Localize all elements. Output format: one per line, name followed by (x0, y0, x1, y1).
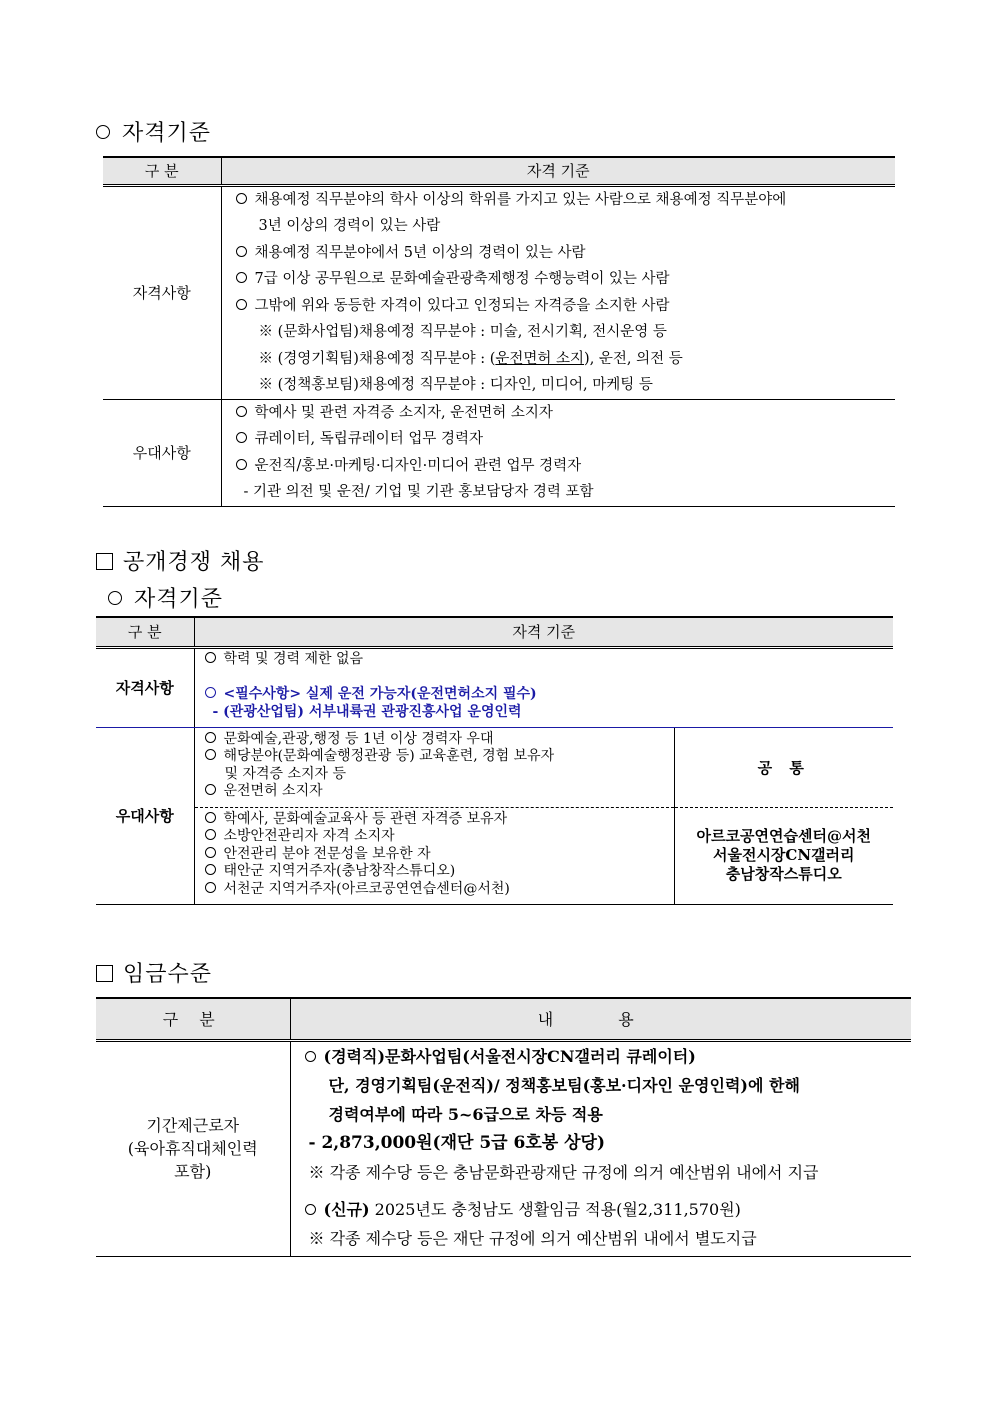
table-header-criteria: 자격 기준 (221, 157, 895, 185)
qualification-lines (194, 647, 893, 727)
row-label-qualification: 자격사항 (96, 647, 194, 727)
list-item: 소방안전관리자 자격 소지자 (205, 828, 674, 846)
qualification-table-1 (103, 156, 895, 507)
list-item: 3년 이상의 경력이 있는 사람 (258, 218, 441, 234)
bullet-icon (236, 193, 247, 204)
circle-bullet-icon (108, 591, 122, 605)
note-item: ※ 각종 제수당 등은 충남문화관광재단 규정에 의거 예산범위 내에서 지급 (308, 1162, 819, 1182)
table-header-category: 구 분 (96, 998, 290, 1040)
bullet-icon (236, 459, 247, 470)
common-preference-lines (194, 727, 674, 807)
row-label-qualification: 자격사항 (103, 185, 221, 399)
list-item: 문화예술,관광,행정 등 1년 이상 경력자 우대 (205, 731, 674, 749)
square-bullet-icon (96, 553, 113, 570)
bullet-icon (236, 432, 247, 443)
list-item: 단, 경영기획팀(운전직)/ 정책홍보팀(홍보·디자인 운영인력)에 한해 (328, 1075, 800, 1095)
bullet-icon (205, 784, 216, 795)
bullet-icon (205, 732, 216, 743)
bullet-icon (236, 299, 247, 310)
bullet-icon (236, 272, 247, 283)
place-name: 충남창작스튜디오 (725, 865, 842, 883)
bullet-icon (205, 687, 216, 698)
list-item: 그밖에 위와 동등한 자격이 있다고 인정되는 자격증을 소지한 사람 (236, 293, 896, 320)
list-item: 서천군 지역거주자(아르코공연연습센터@서천) (205, 881, 674, 899)
table-header-content: 내 용 (290, 998, 911, 1040)
row-label-contract-worker: 기간제근로자 (육아휴직대체인력 포함) (96, 1040, 290, 1256)
place-name: 서울전시장CN갤러리 (712, 846, 855, 864)
bullet-icon (205, 652, 216, 663)
salary-amount: - 2,873,000원(재단 5급 6호봉 상당) (308, 1132, 605, 1153)
list-item: 큐레이터, 독립큐레이터 업무 경력자 (236, 426, 896, 453)
list-item: - 기관 의전 및 운전/ 기업 및 기관 홍보담당자 경력 포함 (243, 484, 594, 500)
bullet-icon (236, 406, 247, 417)
table-header-category: 구 분 (103, 157, 221, 185)
list-item: 채용예정 직무분야의 학사 이상의 학위를 가지고 있는 사람으로 채용예정 직무분야에 (236, 187, 896, 214)
common-label: 공 통 (674, 727, 893, 807)
note-item: ※ (정책홍보팀)채용예정 직무분야 : 디자인, 미디어, 마케팅 등 (258, 377, 653, 393)
list-item: (경력직)문화사업팀(서울전시장CN갤러리 큐레이터) (305, 1042, 912, 1071)
table-header-criteria: 자격 기준 (194, 617, 893, 647)
required-subitem: - (관광산업팀) 서부내륙권 관광진흥사업 운영인력 (212, 703, 522, 720)
note-item: ※ (문화사업팀)채용예정 직무분야 : 미술, 전시기획, 전시운영 등 (258, 324, 667, 340)
preference-lines (221, 399, 895, 506)
required-item: <필수사항> 실제 운전 가능자(운전면허소지 필수) (205, 686, 894, 704)
specific-places (674, 807, 893, 904)
square-bullet-icon (96, 965, 113, 982)
bullet-icon (205, 864, 216, 875)
row-label-preference: 우대사항 (96, 727, 194, 904)
list-item: 경력여부에 따라 5~6급으로 차등 적용 (328, 1104, 603, 1124)
note-item: ※ 각종 제수당 등은 재단 규정에 의거 예산범위 내에서 별도지급 (308, 1228, 757, 1248)
section2-subheading: 자격기준 (108, 582, 223, 613)
salary-table (96, 997, 911, 1257)
underlined-text: 운전면허 소지 (495, 350, 585, 367)
list-item: 해당분야(문화예술행정관광 등) 교육훈련, 경험 보유자 (205, 748, 674, 766)
list-item: 운전면허 소지자 (205, 783, 674, 801)
bullet-icon (205, 829, 216, 840)
list-item: 태안군 지역거주자(충남창작스튜디오) (205, 863, 674, 881)
table-header-category: 구 분 (96, 617, 194, 647)
list-item: 안전관리 분야 전문성을 보유한 자 (205, 846, 674, 864)
qualification-table-2 (96, 616, 893, 905)
section1-heading: 자격기준 (96, 116, 211, 147)
bullet-icon (205, 847, 216, 858)
list-item: 학예사, 문화예술교육사 등 관련 자격증 보유자 (205, 811, 674, 829)
bullet-icon (236, 246, 247, 257)
bullet-icon (305, 1204, 316, 1215)
list-item: 및 자격증 소지자 등 (224, 765, 347, 782)
specific-preference-lines (194, 807, 674, 904)
bullet-icon (205, 882, 216, 893)
circle-bullet-icon (96, 125, 110, 139)
list-item: 학력 및 경력 제한 없음 (205, 651, 894, 669)
salary-lines (290, 1040, 911, 1256)
qualification-lines (221, 185, 895, 399)
list-item: 채용예정 직무분야에서 5년 이상의 경력이 있는 사람 (236, 240, 896, 267)
row-label-preference: 우대사항 (103, 399, 221, 506)
list-item: (신규) 2025년도 충청남도 생활임금 적용(월2,311,570원) (305, 1195, 912, 1224)
bullet-icon (205, 812, 216, 823)
list-item: 7급 이상 공무원으로 문화예술관광축제행정 수행능력이 있는 사람 (236, 266, 896, 293)
bullet-icon (305, 1051, 316, 1062)
note-item: ※ (경영기획팀)채용예정 직무분야 : (운전면허 소지), 운전, 의전 등 (258, 350, 683, 367)
bullet-icon (205, 749, 216, 760)
place-name: 아르코공연연습센터@서천 (696, 827, 871, 845)
section2-heading: 공개경쟁 채용 (96, 545, 265, 576)
list-item: 운전직/홍보·마케팅·디자인·미디어 관련 업무 경력자 (236, 453, 896, 480)
list-item: 학예사 및 관련 자격증 소지자, 운전면허 소지자 (236, 400, 896, 427)
section3-heading: 임금수준 (96, 957, 212, 988)
